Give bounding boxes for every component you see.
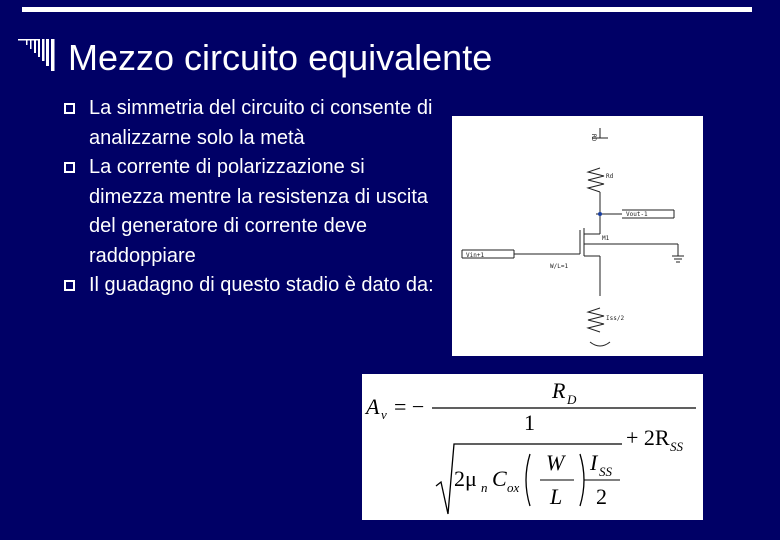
formula-2mu: 2μ [454,466,477,491]
top-rule [22,7,752,12]
formula-w: W [546,450,565,475]
circuit-label-rd-name: Rd [606,173,614,180]
formula-mu-sub: n [481,480,488,495]
formula-rd-sub: D [567,392,577,407]
circuit-label-rd-value: RD [590,134,597,142]
bullet-list [63,94,443,301]
formula-av-sub: v [381,407,387,422]
formula-two: 2 [596,484,607,509]
circuit-label-in: Vin+1 [466,252,485,259]
formula-i: I [590,450,598,475]
formula-plus-2r: + 2R [626,425,670,450]
formula-av: A [366,394,380,419]
circuit-label-mos-size: W/L=1 [550,263,569,270]
slide-title: Mezzo circuito equivalente [68,37,493,78]
bullet-item [63,271,443,301]
circuit-label-iss: Iss/2 [606,315,625,322]
formula-i-sub: SS [599,464,612,479]
bullet-item [63,94,443,153]
formula-eq-minus: = − [394,394,425,419]
circuit-label-out: Vout-1 [626,211,648,218]
bullet-text: La simmetria del circuito ci consente di analizzarne solo la metà [89,97,433,149]
square-bullet-icon [64,103,75,114]
bullet-item [63,153,443,271]
formula-rd: R [552,378,566,403]
formula-rss-sub: SS [670,439,683,454]
formula-c-sub: ox [507,480,520,495]
formula-one: 1 [524,410,535,435]
title-bars-icon [18,37,58,71]
bullet-text: Il guadagno di questo stadio è dato da: [89,274,434,296]
formula-l: L [550,484,563,509]
formula-c: C [492,466,507,491]
square-bullet-icon [64,162,75,173]
square-bullet-icon [64,280,75,291]
bullet-text: La corrente di polarizzazione si dimezza mentre la resistenza di uscita del generatore di corrente deve raddoppiare [89,156,429,267]
half-circuit-schematic [452,116,703,356]
circuit-label-mos: M1 [602,235,610,242]
gain-formula [362,374,703,520]
